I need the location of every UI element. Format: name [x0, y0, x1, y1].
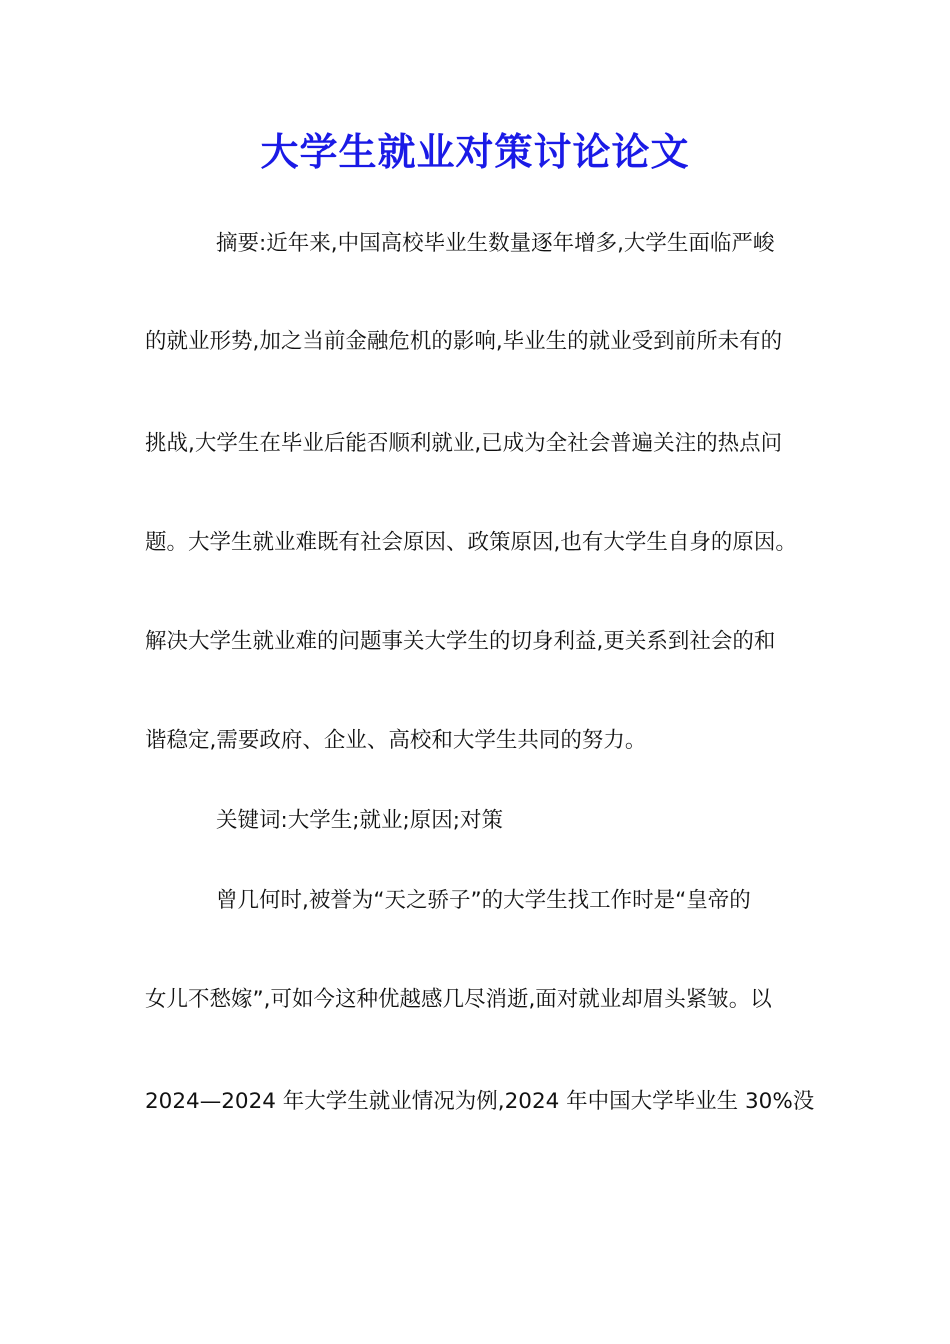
abstract-line-2: 的就业形势,加之当前金融危机的影响,毕业生的就业受到前所未有的	[145, 329, 783, 354]
document-title: 大学生就业对策讨论论文	[260, 129, 690, 174]
abstract-line-3: 挑战,大学生在毕业后能否顺利就业,已成为全社会普遍关注的热点问	[145, 431, 783, 456]
abstract-line-6: 谐稳定,需要政府、企业、高校和大学生共同的努力。	[145, 728, 647, 753]
body-line-3: 2024—2024 年大学生就业情况为例,2024 年中国大学毕业生 30%没	[145, 1089, 815, 1114]
body-line-1: 曾几何时,被誉为“天之骄子”的大学生找工作时是“皇帝的	[216, 888, 751, 913]
abstract-line-4: 题。大学生就业难既有社会原因、政策原因,也有大学生自身的原因。	[145, 530, 797, 555]
abstract-line-5: 解决大学生就业难的问题事关大学生的切身利益,更关系到社会的和	[145, 629, 776, 654]
keywords-line: 关键词:大学生;就业;原因;对策	[216, 808, 503, 833]
abstract-line-1: 摘要:近年来,中国高校毕业生数量逐年增多,大学生面临严峻	[216, 231, 775, 256]
body-line-2: 女儿不愁嫁”,可如今这种优越感几尽消逝,面对就业却眉头紧皱。以	[145, 987, 772, 1012]
